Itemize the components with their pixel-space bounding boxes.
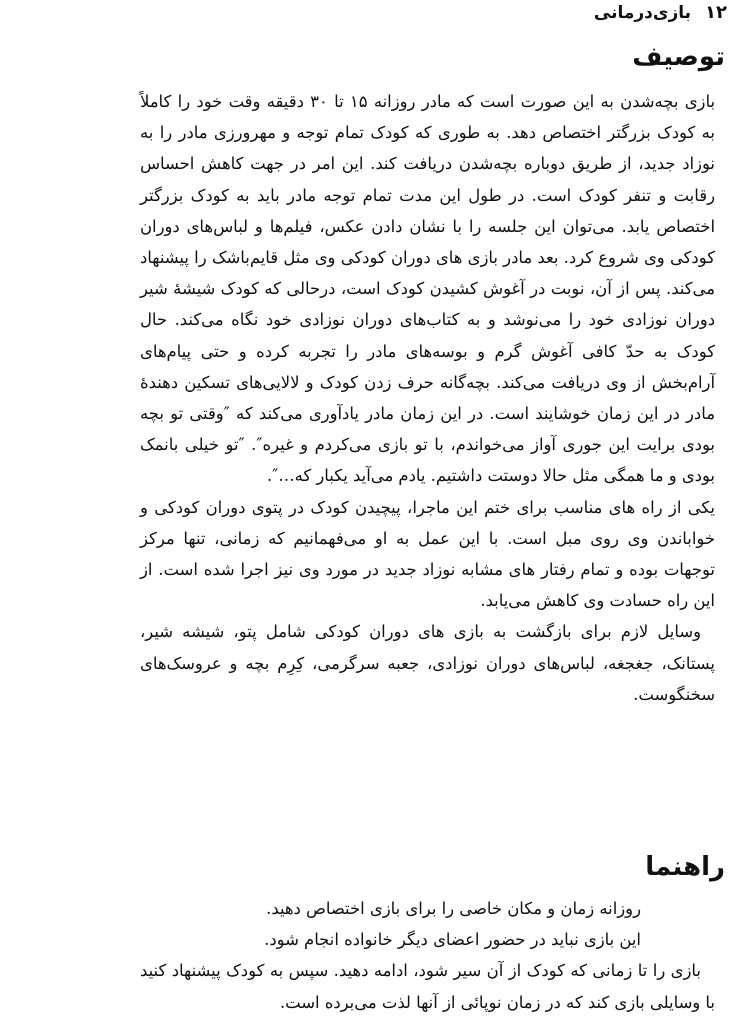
- guide-line: روزانه زمان و مکان خاصی را برای بازی اختصاص دهید.: [266, 899, 641, 918]
- section-heading-description: توصیف: [632, 42, 725, 72]
- running-header: [594, 2, 727, 23]
- section-heading-guide: راهنما: [645, 852, 725, 882]
- description-paragraph: یکی از راه های مناسب برای ختم این ماجرا، پیچیدن کودک در پتوی دوران کودکی و خواباندن وی روی مبل است. با این عمل به او می‌فهمانیم که زمانی، تنها مرکز توجهات بوده و تمام رفتار های مشابه نوزاد جدید در مورد وی نیز اجرا شده است. از این راه حسادت وی کاهش می‌یابد.: [140, 497, 715, 611]
- guide-paragraph: بازی را تا زمانی که کودک از آن سیر شود، ادامه دهید. سپس به کودک پیشنهاد کنید با وسایلی بازی کند که در زمان نوپائی از آنها لذت می‌برده است.: [140, 961, 715, 1012]
- guide-line: این بازی نباید در حضور اعضای دیگر خانواده انجام شود.: [264, 930, 641, 950]
- page-number: ۱۲: [705, 2, 727, 23]
- running-title: بازی‌درمانی: [593, 3, 692, 23]
- description-paragraph: بازی بچه‌شدن به این صورت است که مادر روزانه ۱۵ تا ۳۰ دقیقه وقت خود را کاملاً به کودک بزرگتر اختصاص دهد. به طوری که کودک تمام توجه و مهرورزی مادر را به نوزاد جدید، از طریق دوباره بچه‌شدن دریافت کند. این امر در جهت کاهش احساس رقابت و تنفر کودک است. در طول این مدت تمام توجه مادر باید به کودک بزرگتر اختصاص یابد. می‌توان این جلسه را با نشان دادن عکس، فیلم‌ها و لباس‌های دوران کودکی وی شروع کرد. بعد مادر بازی های دوران کودکی وی مثل قایم‌باشک را پیشنهاد می‌کند. پس از آن، نوبت در آغوش کشیدن کودک است، درحالی که کودک شیشهٔ شیر دوران نوزادی خود را می‌نوشد و به کتاب‌های دوران نوزادی خود نگاه می‌کند. حال کودک به حدّ کافی آغوش گرم و بوسه‌های مادر را تجربه کرده و حتی پیام‌های آرام‌بخش از وی دریافت می‌کند. بچه‌گانه حرف زدن کودک و لالایی‌های تسکین دهندهٔ مادر در این زمان خوشایند است. در این زمان مادر یادآوری می‌کند که ″وقتی تو بچه بودی برایت این جوری آواز می‌خواندم، با تو بازی می‌کردم و غیره″. ″تو خیلی بانمک بودی و ما همگی مثل حالا دوستت داشتیم. یادم می‌آید یکبار که…″.: [140, 92, 716, 486]
- guide-body: [140, 893, 715, 1018]
- description-body: [140, 86, 715, 710]
- description-paragraph: وسایل لازم برای بازگشت به بازی های دوران کودکی شامل پتو، شیشه شیر، پستانک، جغجغه، لباس‌های دوران نوزادی، جعبه سرگرمی، کِرِم بچه و عروسک‌های سخنگوست.: [140, 622, 715, 704]
